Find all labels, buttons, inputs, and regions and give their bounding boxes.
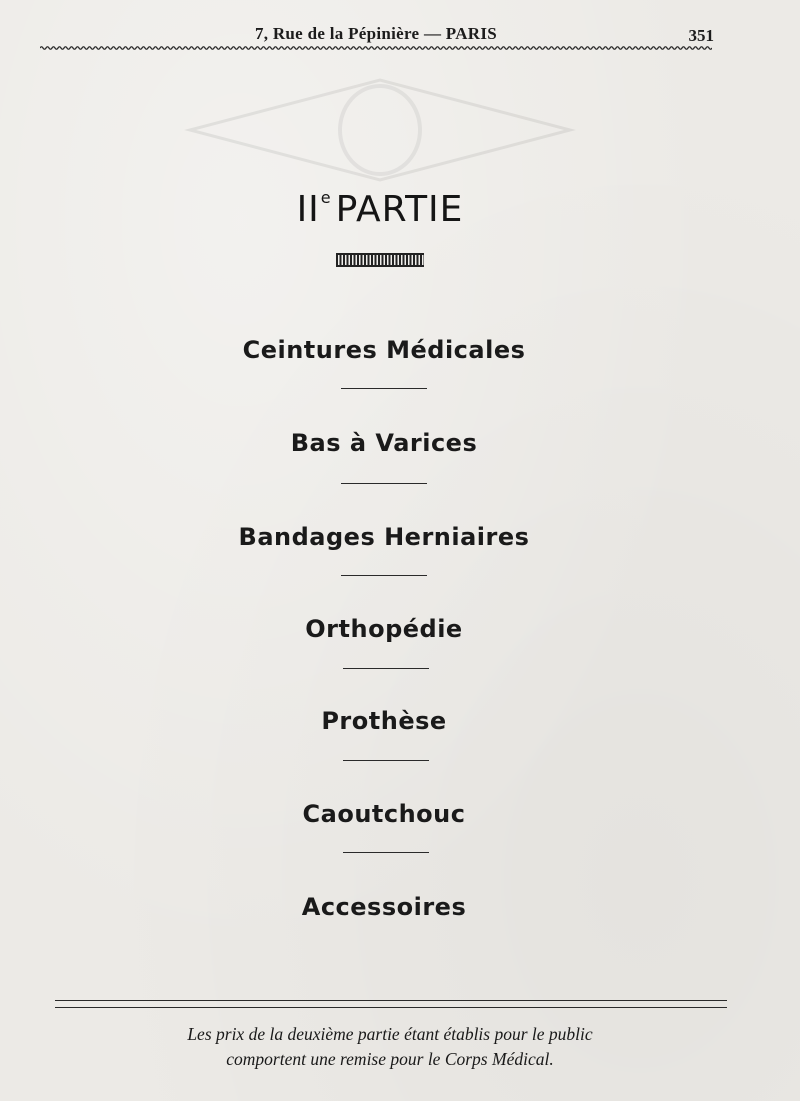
part-numeral-superscript: e: [320, 188, 332, 207]
header-wavy-rule: [40, 44, 712, 52]
part-numeral: II: [296, 189, 320, 230]
section-title: Prothèse: [321, 707, 447, 735]
header-address: 7, Rue de la Pépinière — PARIS: [254, 24, 498, 43]
section-title: Bandages Herniaires: [238, 523, 530, 551]
footer-note-line-1: Les prix de la deuxième partie étant établis pour le public: [187, 1024, 593, 1044]
section-title: Orthopédie: [305, 615, 463, 643]
footer-note: [0, 1022, 780, 1072]
section-title: Ceintures Médicales: [242, 336, 526, 364]
title-ornament: [336, 253, 424, 267]
section-divider: [341, 388, 427, 389]
section-divider: [341, 575, 427, 576]
part-title-text: PARTIE: [335, 189, 464, 230]
page-header: [40, 20, 712, 54]
footer-note-line-2: comportent une remise pour le Corps Médical.: [226, 1049, 554, 1069]
section-divider: [341, 483, 427, 484]
part-title: [0, 188, 760, 230]
section-title: Bas à Varices: [290, 429, 478, 457]
page-number: 351: [688, 26, 714, 45]
section-divider: [343, 852, 429, 853]
section-divider: [343, 668, 429, 669]
section-title: Caoutchouc: [302, 800, 466, 828]
show-through-ornament: [180, 70, 580, 190]
footer-double-rule: [55, 1000, 727, 1008]
section-divider: [343, 760, 429, 761]
section-title: Accessoires: [301, 893, 467, 921]
